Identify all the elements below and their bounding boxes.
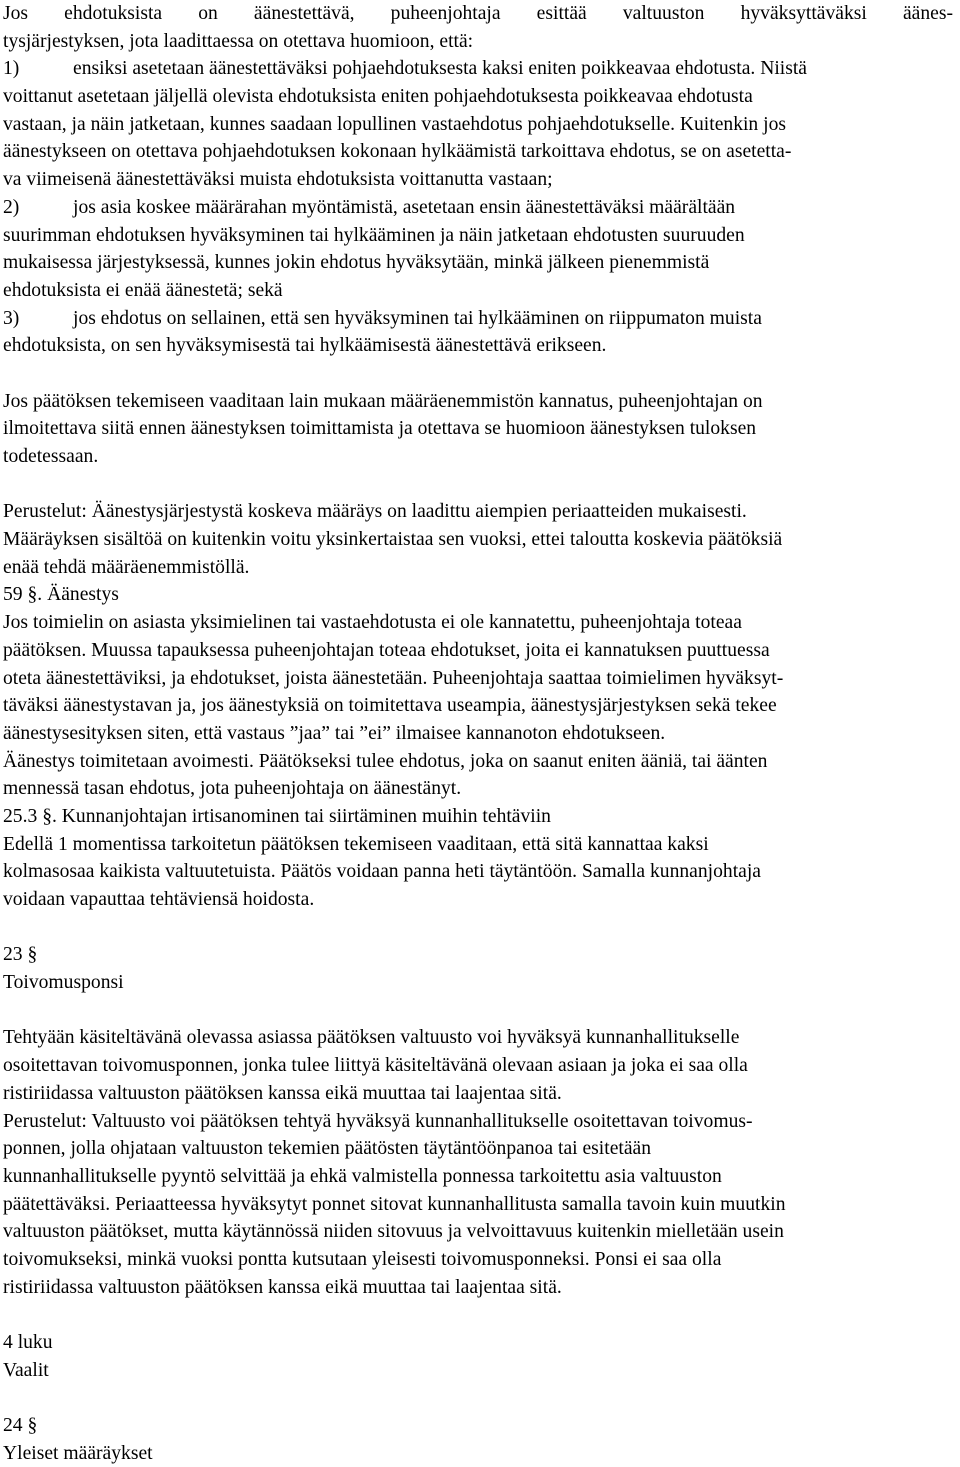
text-line: Määräyksen sisältöä on kuitenkin voitu yksinkertaistaa sen vuoksi, ettei taloutta koskevia päätöksiä [3, 529, 783, 551]
text-line: ilmoitettava siitä ennen äänestyksen toimittamista ja otettava se huomioon äänestyksen tuloksen [3, 418, 757, 440]
text-line: kunnanhallitukselle pyyntö selvittää ja ehkä valmistella ponnessa tarkoitettu asia valtuuston [3, 1165, 722, 1187]
section-title: Yleiset määräykset [3, 1442, 153, 1464]
text-line: Edellä 1 momentissa tarkoitetun päätöksen tekemiseen vaaditaan, että sitä kannattaa kaksi [3, 833, 709, 855]
text-line: Tehtyään käsiteltävänä olevassa asiassa päätöksen valtuusto voi hyväksyä kunnanhallitukselle [3, 1027, 740, 1049]
document-page [3, 0, 953, 1467]
text-line: Äänestys toimitetaan avoimesti. Päätökseksi tulee ehdotus, joka on saanut eniten ääniä, tai äänten [3, 750, 768, 772]
list-item-3 [3, 305, 953, 333]
paragraph-gap [3, 1384, 953, 1412]
text-line: valtuuston päätökset, mutta käytännössä niiden sitovuus ja velvoittavuus kuitenkin mielletään usein [3, 1221, 784, 1243]
list-number: 3) [3, 307, 20, 329]
text-line: kolmasosaa kaikista valtuutetuista. Päätös voidaan panna heti täytäntöön. Samalla kunnanjohtaja [3, 861, 761, 883]
text-line: päätettäväksi. Periaatteessa hyväksytyt ponnet sitovat kunnanhallitusta samalla tavoin kuin muutkin [3, 1193, 786, 1215]
chapter-title: Vaalit [3, 1359, 49, 1381]
text-line: oteta äänestettäviksi, ja ehdotukset, joista äänestetään. Puheenjohtaja saattaa toimielimen hyväksyt- [3, 667, 784, 689]
text-line: Perustelut: Valtuusto voi päätöksen tehtyä hyväksyä kunnanhallitukselle osoitettavan toivomus- [3, 1110, 753, 1132]
text-line: ponnen, jolla ohjataan valtuuston tekemien päätösten täytäntöönpanoa tai esitetään [3, 1138, 652, 1160]
text-line: osoitettavan toivomusponnen, jonka tulee liittyä käsiteltävänä olevaan asiaan ja joka ei saa olla [3, 1055, 748, 1077]
text-line: ehdotuksista ei enää äänestetä; sekä [3, 279, 283, 301]
paragraph-gap [3, 471, 953, 499]
section-reference: 59 §. Äänestys [3, 584, 119, 606]
text-line: äänestykseen on otettava pohjaehdotuksen kokonaan hylkäämistä tarkoittava ehdotus, se on asetetta- [3, 141, 792, 163]
list-number: 2) [3, 196, 20, 218]
list-item-text: ensiksi asetetaan äänestettäväksi pohjaehdotuksesta kaksi eniten poikkeavaa ehdotusta. Niistä [73, 58, 807, 80]
text-line: enää tehdä määräenemmistöllä. [3, 556, 250, 578]
paragraph-gap [3, 360, 953, 388]
text-line: vastaan, ja näin jatketaan, kunnes saadaan lopullinen vastaehdotus pohjaehdotukselle. Kuitenkin jos [3, 113, 786, 135]
text-line: Jos toimielin on asiasta yksimielinen tai vastaehdotusta ei ole kannatettu, puheenjohtaja toteaa [3, 612, 742, 634]
text-line: tysjärjestyksen, jota laadittaessa on otettava huomioon, että: [3, 30, 474, 52]
qualified-majority-paragraph [3, 388, 953, 471]
text-line: mukaisessa järjestyksessä, kunnes jokin ehdotus hyväksytään, minkä jälkeen pienemmistä [3, 252, 710, 274]
text-line: voidaan vapauttaa tehtäviensä hoidosta. [3, 889, 315, 910]
text-line: mennessä tasan ehdotus, jota puheenjohtaja on äänestänyt. [3, 778, 462, 800]
text-line: Jos ehdotuksista on äänestettävä, puheenjohtaja esittää valtuuston hyväksyttäväksi äänes- [3, 3, 953, 24]
list-item-text: jos ehdotus on sellainen, että sen hyväksyminen tai hylkääminen on riippumaton muista [73, 307, 762, 329]
resolution-paragraph [3, 1024, 953, 1301]
text-line: ristiriidassa valtuuston päätöksen kanssa eikä muuttaa tai laajentaa sitä. [3, 1082, 562, 1104]
section-number: 23 § [3, 944, 38, 966]
chapter-number: 4 luku [3, 1332, 53, 1353]
text-line: ehdotuksista, on sen hyväksymisestä tai hylkäämisestä äänestettävä erikseen. [3, 335, 607, 357]
paragraph-gap [3, 1301, 953, 1329]
voting-order-paragraph [3, 0, 953, 360]
text-line: täväksi äänestystavan ja, jos äänestyksiä on toimitettava useampia, äänestysjärjestyksen sekä tekee [3, 695, 777, 717]
text-line: suurimman ehdotuksen hyväksyminen tai hylkääminen ja näin jatketaan ehdotusten suuruuden [3, 224, 745, 246]
text-line: päätöksen. Muussa tapauksessa puheenjohtajan toteaa ehdotukset, joita ei kannatuksen puuttuessa [3, 639, 770, 661]
section-reference: 25.3 §. Kunnanjohtajan irtisanominen tai siirtäminen muihin tehtäviin [3, 805, 551, 827]
text-line: Perustelut: Äänestysjärjestystä koskeva määräys on laadittu aiempien periaatteiden mukaisesti. [3, 501, 747, 523]
text-line: Jos päätöksen tekemiseen vaaditaan lain mukaan määräenemmistön kannatus, puheenjohtajan on [3, 390, 763, 412]
list-item-text: jos asia koskee määrärahan myöntämistä, asetetaan ensin äänestettäväksi määrältään [73, 196, 736, 218]
list-item-1 [3, 55, 953, 83]
text-line: va viimeisenä äänestettäväksi muista ehdotuksista voittanutta vastaan; [3, 169, 553, 191]
section-number: 24 § [3, 1415, 38, 1437]
text-line: todetessaan. [3, 446, 99, 467]
section-title: Toivomusponsi [3, 972, 124, 994]
text-line: äänestysesityksen siten, että vastaus ”jaa” tai ”ei” ilmaisee kannanoton ehdotukseen. [3, 722, 666, 744]
paragraph-gap [3, 997, 953, 1025]
paragraph-gap [3, 914, 953, 942]
text-line: voittanut asetetaan jäljellä olevista ehdotuksista eniten pohjaehdotuksesta poikkeavaa ehdotusta [3, 86, 753, 108]
rationale-paragraph [3, 498, 953, 913]
text-line: toivomukseksi, minkä vuoksi pontta kutsutaan yleisesti toivomusponneksi. Ponsi ei saa olla [3, 1248, 722, 1270]
text-line: ristiriidassa valtuuston päätöksen kanssa eikä muuttaa tai laajentaa sitä. [3, 1276, 562, 1298]
list-item-2 [3, 194, 953, 222]
list-number: 1) [3, 58, 20, 80]
